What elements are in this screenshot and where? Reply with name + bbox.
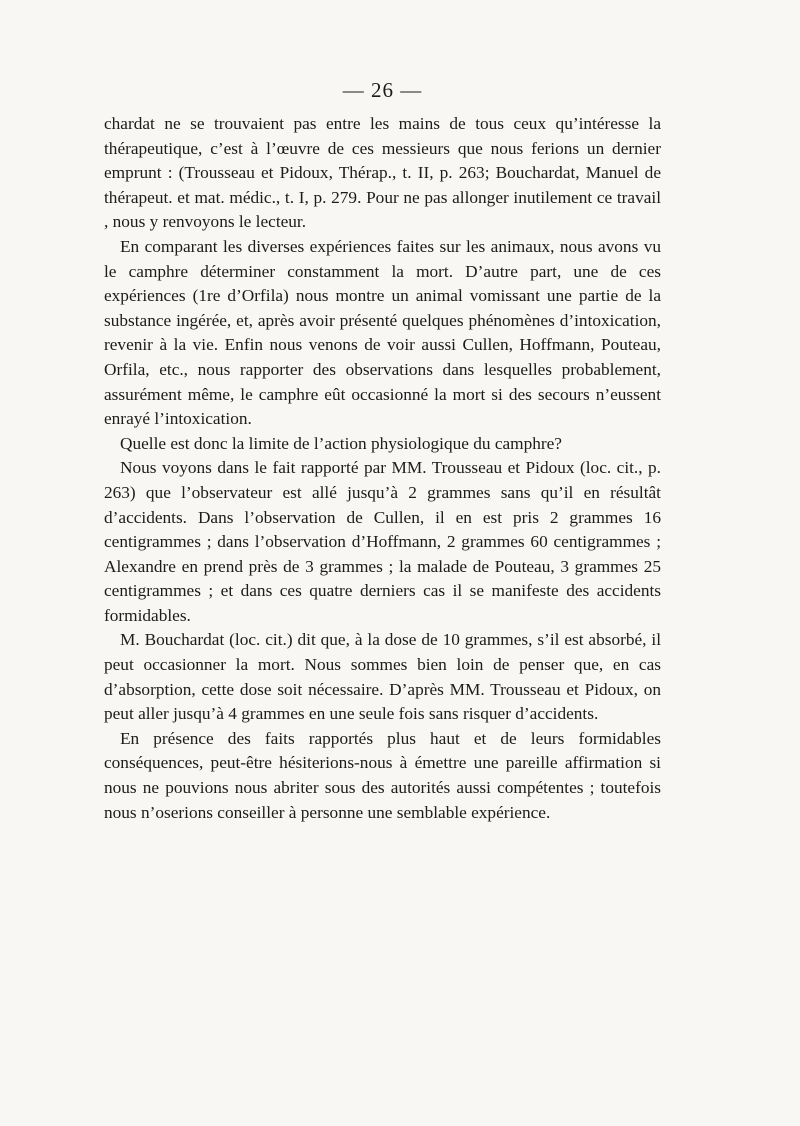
paragraph-5: M. Bouchardat (loc. cit.) dit que, à la dose de 10 grammes, s’il est absorbé, il peut occasionner la mort. Nous sommes bien loin de penser que, en cas d’absorption, cette dose soit nécessaire. D’après MM. Trousseau et Pidoux, on peut aller jusqu’à 4 grammes en une seule fois sans risquer d’accidents. — [104, 630, 661, 724]
page-number: — 26 — — [342, 78, 423, 102]
paragraph-6: En présence des faits rapportés plus haut et de leurs formidables conséquences, peut-être hésiterions-nous à émettre une pareille affirmation si nous ne pouvions nous abriter sous des autorités aussi compétentes ; toutefois nous n’oserions conseiller à personne une semblable expérience. — [104, 728, 661, 822]
body-text — [104, 112, 661, 825]
paragraph-3: Quelle est donc la limite de l’action physiologique du camphre? — [120, 433, 562, 453]
paragraph-1: chardat ne se trouvaient pas entre les mains de tous ceux qu’intéresse la thérapeutique, c’est à l’œuvre de ces messieurs que nous ferions un dernier emprunt : (Trousseau et Pidoux, Thérap., t. II, p. 263; Bouchardat, Manuel de thérapeut. et mat. médic., t. I, p. 279. Pour ne pas allonger inutilement ce travail , nous y renvoyons le lecteur. — [104, 114, 661, 232]
paragraph-4: Nous voyons dans le fait rapporté par MM. Trousseau et Pidoux (loc. cit., p. 263) que l’observateur est allé jusqu’à 2 grammes sans qu’il en résultât d’accidents. Dans l’observation de Cullen, il en est pris 2 grammes 16 centigrammes ; dans l’observation d’Hoffmann, 2 grammes 60 centigrammes ; Alexandre en prend près de 3 grammes ; la malade de Pouteau, 3 grammes 25 centigrammes ; et dans ces quatre derniers cas il se manifeste des accidents formidables. — [104, 458, 661, 625]
paragraph-2: En comparant les diverses expériences faites sur les animaux, nous avons vu le camphre déterminer constamment la mort. D’autre part, une de ces expériences (1re d’Orfila) nous montre un animal vomissant une partie de la substance ingérée, et, après avoir présenté quelques phénomènes d’intoxication, revenir à la vie. Enfin nous venons de voir aussi Cullen, Hoffmann, Pouteau, Orfila, etc., nous rapporter des observations dans lesquelles probablement, assurément même, le camphre eût occasionné la mort si des secours n’eussent enrayé l’intoxication. — [104, 236, 661, 429]
